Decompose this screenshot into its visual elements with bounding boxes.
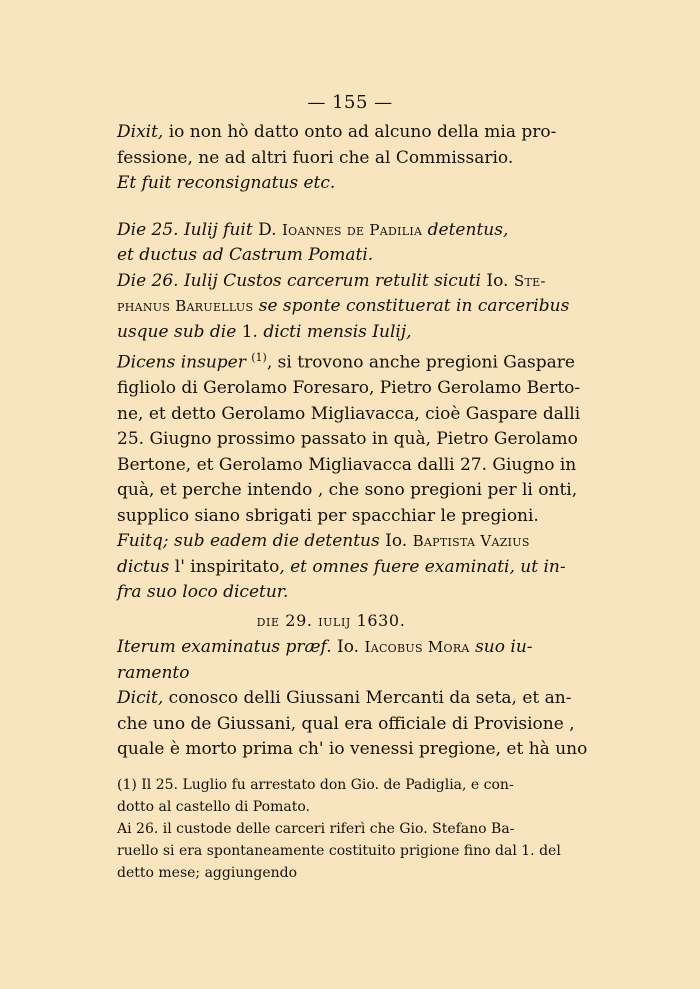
text-line: et ductus ad Castrum Pomati. xyxy=(117,245,374,265)
text-run: Io. xyxy=(331,637,365,658)
main-text xyxy=(117,120,588,763)
footnote-1-cont xyxy=(117,818,561,884)
text-line: che uno de Giussani, qual era officiale di Provisione , xyxy=(117,713,575,734)
text-run: Io. xyxy=(379,531,413,552)
text-line: quale è morto prima ch' io venessi pregione, et hà uno xyxy=(117,739,588,760)
footnote-line: ruello si era spontaneamente costituito prigione fino dal 1. del xyxy=(117,843,561,859)
text-line: 25. Giugno prossimo passato in quà, Pietro Gerolamo xyxy=(117,429,578,450)
text-line xyxy=(117,120,557,146)
italic-run: Die 26. Iulij Custos carcerum retulit sicuti xyxy=(117,270,481,291)
text-run: , si trovono anche pregioni Gaspare xyxy=(266,352,575,373)
smallcaps-name: Baptista Vazius xyxy=(412,532,530,551)
text-line xyxy=(117,555,566,581)
text-line: ne, et detto Gerolamo Migliavacca, cioè Gaspare dalli xyxy=(117,403,581,424)
footnote-line: detto mese; aggiungendo xyxy=(117,865,298,881)
text-run: 1. xyxy=(236,321,264,342)
text-line: supplico siano sbrigati per spacchiar le pregioni. xyxy=(117,505,539,526)
italic-run: Dicens insuper xyxy=(117,352,246,373)
paragraph-dicit xyxy=(117,686,588,763)
italic-run: usque sub die xyxy=(117,321,237,342)
paragraph-die-26 xyxy=(117,269,570,346)
footnote-line: dotto al castello di Pomato. xyxy=(117,799,310,815)
paragraph-iterum xyxy=(117,635,545,686)
text-line xyxy=(117,635,545,661)
text-line: quà, et perche intendo , che sono pregioni per li onti, xyxy=(117,480,578,501)
text-line xyxy=(117,686,572,712)
text-line: ramento xyxy=(117,662,190,683)
text-line: figliolo di Gerolamo Foresaro, Pietro Gerolamo Berto- xyxy=(117,378,581,399)
text-line xyxy=(117,320,545,346)
page-number: — 155 — xyxy=(307,92,393,113)
text-line xyxy=(117,269,545,295)
italic-run: detentus, xyxy=(422,219,509,240)
text-line xyxy=(117,218,545,244)
paragraph-gap xyxy=(117,197,545,218)
text-run: io non hò datto onto ad alcuno della mia pro- xyxy=(163,122,557,142)
smallcaps-name: Iacobus Mora xyxy=(364,638,470,657)
smallcaps-name: phanus Baruellus xyxy=(117,297,254,315)
italic-run: dictus xyxy=(117,556,170,577)
text-run: conosco delli Giussani Mercanti da seta, et an- xyxy=(163,688,572,709)
text-line: fessione, ne ad altri fuori che al Commissario. xyxy=(117,147,514,168)
italic-run: , et omnes fuere examinati, ut in- xyxy=(279,556,566,577)
italic-run: Fuitq; sub eadem die detentus xyxy=(117,531,380,552)
smallcaps-name: Ioannes de Padilia xyxy=(281,220,423,239)
italic-run: suo iu- xyxy=(469,637,533,658)
text-line: fra suo loco dicetur. xyxy=(117,582,289,603)
text-run: l' inspiritato xyxy=(169,556,280,577)
text-run: Io. xyxy=(481,270,514,291)
date-heading: die 29. iulij 1630. xyxy=(256,610,406,630)
paragraph-die-25 xyxy=(117,218,545,269)
paragraph-dicens xyxy=(117,345,581,529)
text-line xyxy=(117,294,570,320)
italic-run: se sponte constituerat in carceribus xyxy=(253,296,570,316)
paragraph-dixit xyxy=(117,120,557,171)
text-line: Et fuit reconsignatus etc. xyxy=(117,173,336,193)
italic-run: Die 25. Iulij fuit xyxy=(117,219,253,240)
text-line xyxy=(117,345,575,376)
footnote-1 xyxy=(117,774,547,818)
footnote-marker: (1) xyxy=(251,351,267,364)
footnotes xyxy=(117,774,561,884)
text-run: D. xyxy=(252,219,282,240)
italic-run: dicti mensis Iulij, xyxy=(263,321,412,342)
text-line: Bertone, et Gerolamo Migliavacca dalli 27. Giugno in xyxy=(117,454,577,475)
italic-run: Dicit, xyxy=(117,688,164,709)
smallcaps-name: Ste- xyxy=(513,271,546,290)
footnote-line: Ai 26. il custode delle carceri riferì che Gio. Stefano Ba- xyxy=(117,821,515,837)
italic-run: Dixit, xyxy=(117,122,164,142)
text-line xyxy=(117,529,545,555)
footnote-line: (1) Il 25. Luglio fu arrestato don Gio. de Padiglia, e con- xyxy=(117,777,514,793)
italic-run: Iterum examinatus præf. xyxy=(117,637,332,658)
paragraph-fuitq xyxy=(117,529,566,606)
paragraph-reconsignatus xyxy=(117,171,545,197)
